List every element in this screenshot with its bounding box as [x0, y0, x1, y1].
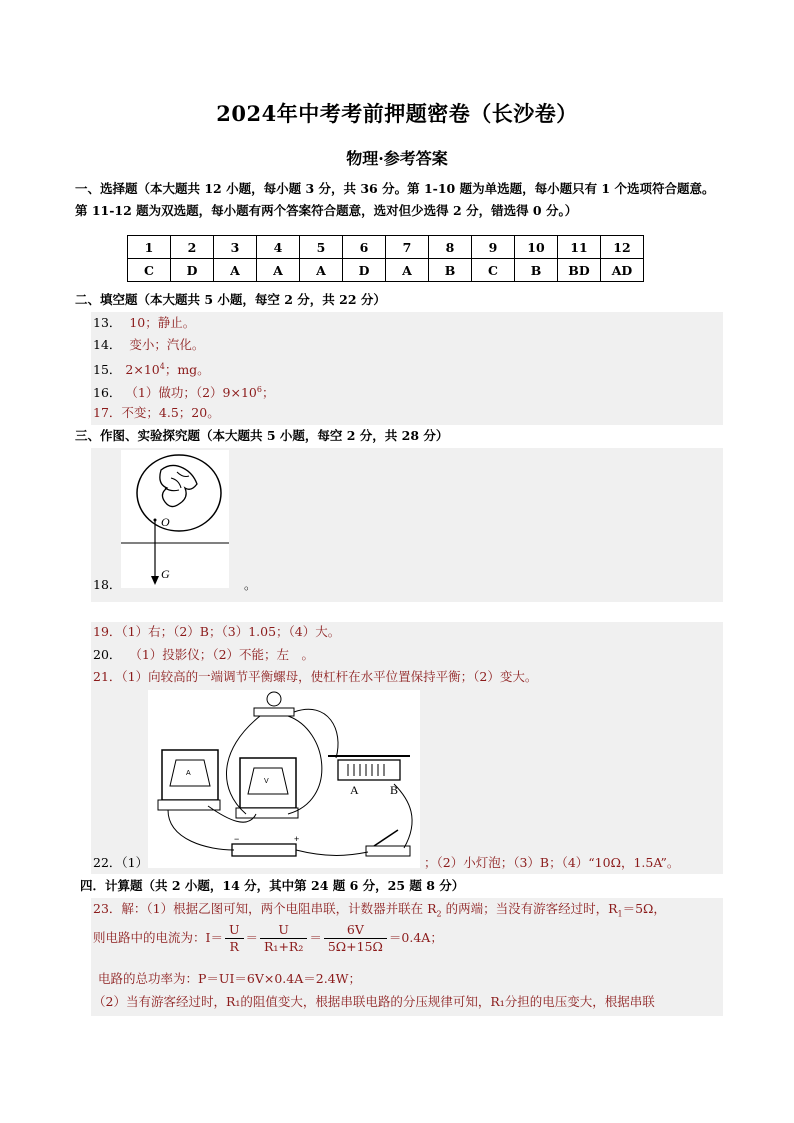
question-number: 12 [601, 236, 644, 259]
page-subtitle: 物理·参考答案 [346, 149, 448, 168]
answer-16-text [125, 385, 274, 400]
question-number: 8 [429, 236, 472, 259]
answer-23-line1-b: 的两端；当没有游客经过时，R [441, 901, 618, 916]
question-number: 3 [214, 236, 257, 259]
answer-16-rest: ； [261, 385, 275, 401]
gravity-arrow-head [151, 576, 159, 585]
question-number: 1 [128, 236, 171, 259]
question-number: 11 [558, 236, 601, 259]
answer-15-number: 15． [93, 362, 122, 378]
bulb [267, 692, 281, 706]
answer-15-base: 2×10 [125, 362, 160, 378]
section2-heading: 二、填空题（本大题共 5 小题，每空 2 分，共 22 分） [75, 292, 386, 307]
section3-heading: 三、作图、实验探究题（本大题共 5 小题，每空 2 分，共 28 分） [75, 428, 449, 443]
question-number: 5 [300, 236, 343, 259]
answer-22-circuit-diagram [148, 690, 420, 868]
answer-23-line4: （2）当有游客经过时，R₁的阻值变大，根据串联电路的分压规律可知，R₁分担的电压变大，根据串联 [93, 994, 655, 1009]
answer-16-base: （1）做功；（2）9×10 [125, 385, 257, 401]
answer-cell: A [257, 259, 300, 282]
question-number: 6 [343, 236, 386, 259]
answer-14-number: 14． [93, 337, 122, 352]
label-o: O [161, 515, 170, 529]
voltmeter-label: V [264, 778, 269, 785]
answer-23-line1-a: 23．解：（1）根据乙图可知，两个电阻串联，计数器并联在 R [93, 901, 437, 916]
answer-18-diagram [121, 450, 229, 588]
answer-13 [93, 314, 195, 332]
answer-cell: A [214, 259, 257, 282]
answer-table-answer-row [128, 259, 644, 282]
answer-15-exponent: 4 [159, 362, 165, 371]
battery-plus: + [294, 834, 300, 844]
answer-cell: C [128, 259, 171, 282]
answer-cell: B [429, 259, 472, 282]
answer-cell: C [472, 259, 515, 282]
fraction-denominator: R₁+R₂ [264, 939, 304, 954]
question-number: 10 [515, 236, 558, 259]
wire [296, 850, 368, 856]
answer-15-text [125, 362, 209, 377]
answer-17: 17．不变；4.5；20。 [93, 405, 220, 420]
answer-cell: AD [601, 259, 644, 282]
bulb-base [254, 708, 294, 716]
fraction-numerator: U [225, 922, 244, 939]
answer-table-number-row [128, 236, 644, 259]
answer-16-exponent: 6 [256, 385, 262, 394]
rheostat-terminal-b: B [390, 783, 399, 797]
answer-14-text: 变小；汽化。 [129, 337, 205, 352]
rheostat-terminal-a: A [350, 783, 359, 797]
answer-18-number: 18． [93, 577, 122, 592]
page-title: 2024年中考考前押题密卷（长沙卷） [216, 101, 578, 126]
fraction-denominator: R [229, 939, 239, 954]
fraction-values [324, 922, 387, 955]
switch-base [366, 846, 410, 856]
answer-20-number: 20． [93, 647, 122, 662]
answer-14 [93, 336, 204, 354]
answer-cell: D [343, 259, 386, 282]
answer-22-number: 22．（1） [93, 855, 149, 870]
section1-heading: 一、选择题（本大题共 12 小题，每小题 3 分，共 36 分。第 1-10 题为单选题，每小题只有 1 个选项符合题意。第 11-12 题为双选题，每小题有两个答案符合题意，选对但少选得 2 分，错选得 0 分。） [75, 181, 715, 218]
answer-13-number: 13． [93, 315, 122, 330]
answer-cell: D [171, 259, 214, 282]
answer-23-line3: 电路的总功率为：P＝UI＝6V×0.4A＝2.4W； [98, 971, 361, 986]
answer-cell: A [300, 259, 343, 282]
question-number: 9 [472, 236, 515, 259]
question-number: 4 [257, 236, 300, 259]
fraction-denominator: 5Ω+15Ω [327, 939, 383, 954]
answer-19: 19．（1）右；（2）B；（3）1.05；（4）大。 [93, 624, 341, 639]
answer-20-text: （1）投影仪；（2）不能；左 。 [129, 647, 315, 662]
ball-gravity-diagram [121, 450, 229, 588]
answer-23-line1-c: ＝5Ω， [622, 901, 666, 916]
rheostat-coil [338, 760, 400, 780]
answer-23-line2: 则电路中的电流为：I＝ $\frac{U}{R}$ ＝ $\frac{U}{\text{R₁+R₂}}$ ＝ $\frac{6V}{5\Omega+15\Omega}$ ＝0.4A； [93, 922, 443, 954]
answer-16-number: 16． [93, 385, 122, 401]
answer-18-end: 。 [244, 577, 257, 592]
fraction-u-over-r-sum [260, 922, 307, 955]
fraction-numerator: U [260, 922, 307, 939]
answer-table [127, 235, 644, 282]
answer-20 [93, 646, 314, 664]
answer-cell: B [515, 259, 558, 282]
answer-23-line1 [93, 900, 666, 924]
answer-13-text: 10；静止。 [129, 315, 196, 330]
answer-23-line1-sub2: 1 [617, 909, 623, 919]
answer-15 [93, 358, 210, 379]
answer-22-rest: ；（2）小灯泡；（3）B；（4）“10Ω，1.5A”。 [424, 855, 680, 870]
current-formula-prefix: 则电路中的电流为：I＝ [93, 930, 223, 945]
ammeter-label: A [186, 770, 191, 777]
label-g: G [161, 567, 170, 581]
answer-cell: A [386, 259, 429, 282]
answer-21: 21．（1）向较高的一端调节平衡螺母，使杠杆在水平位置保持平衡；（2）变大。 [93, 669, 538, 684]
fraction-numerator: 6V [324, 922, 387, 939]
answer-23-line1-sub: 2 [436, 909, 442, 919]
current-formula-result: ＝0.4A； [388, 930, 443, 945]
answer-16 [93, 381, 275, 402]
battery-minus: − [234, 834, 240, 844]
answer-cell: BD [558, 259, 601, 282]
section4-heading: 四．计算题（共 2 小题，14 分，其中第 24 题 6 分，25 题 8 分） [80, 878, 465, 893]
battery [232, 844, 296, 856]
wire [294, 709, 338, 758]
question-number: 2 [171, 236, 214, 259]
answer-15-rest: ；mg。 [164, 362, 210, 378]
switch-blade [374, 830, 398, 846]
circuit-svg [148, 690, 420, 868]
fraction-u-over-r [225, 922, 244, 955]
ammeter-terminals [158, 800, 220, 810]
question-number: 7 [386, 236, 429, 259]
